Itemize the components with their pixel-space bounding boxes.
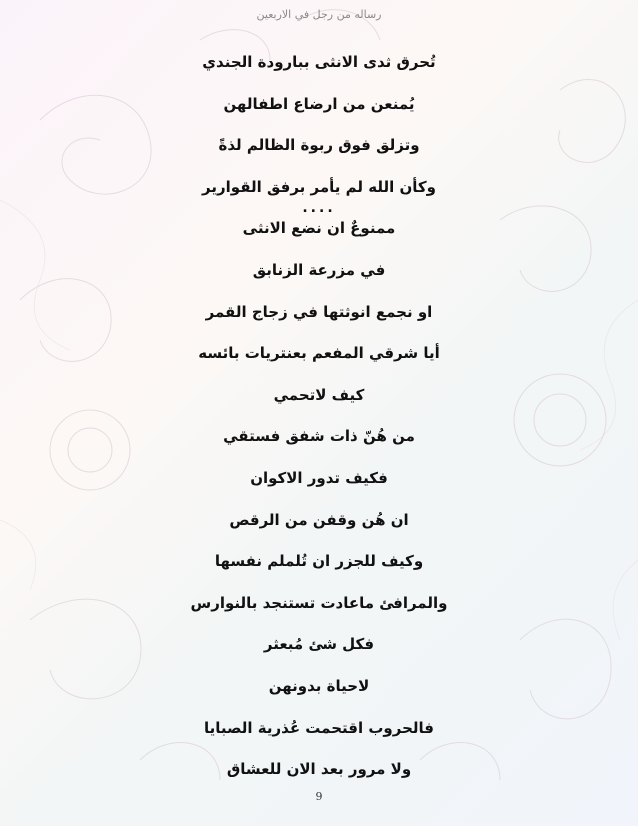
poem-line: لاحياة بدونهن <box>268 676 370 695</box>
poem-line-text: ممنوعٌ ان نضع الانثى <box>242 219 396 238</box>
poem-line: ولا مرور بعد الان للعشاق <box>226 760 412 779</box>
poem-line: والمرافئ ماعادت تستنجد بالنوارس <box>190 593 448 612</box>
poem-line: وتزلق فوق ربوة الظالم لذةً <box>218 136 420 155</box>
poem-line: فكل شئ مُبعثر <box>263 635 375 654</box>
poem-line: ان هُن وقفن من الرقص <box>229 510 409 529</box>
poem-line: وكأن الله لم يأمر برفق القوارير <box>202 177 436 196</box>
poem-line: تُحرق ثدى الانثى ببارودة الجندي <box>202 53 436 71</box>
poem-line: في مزرعة الزنابق <box>252 260 386 279</box>
separator-dots: .... <box>302 200 336 217</box>
poem-line: او نجمع انوثتها في زجاج القمر <box>205 302 433 321</box>
page-number: 9 <box>315 790 323 803</box>
poem-line: يُمنعن من ارضاع اطفالهن <box>223 94 415 113</box>
poem-line: فكيف تدور الاكوان <box>250 468 388 487</box>
poem-line: أيا شرقي المفعم بعنتريات بائسه <box>198 344 440 363</box>
poem-line: من هُنّ ذات شفق فستقي <box>223 427 415 446</box>
poem-body <box>0 42 638 791</box>
page-header: رساله من رجل في الاربعين <box>256 8 382 21</box>
poem-line: كيف لاتحمي <box>273 385 365 404</box>
poem-line: فالحروب اقتحمت عُذرية الصبايا <box>204 718 434 737</box>
poem-line-with-separator <box>0 200 638 250</box>
poem-line: وكيف للجزر ان تُلملم نفسها <box>214 552 424 571</box>
